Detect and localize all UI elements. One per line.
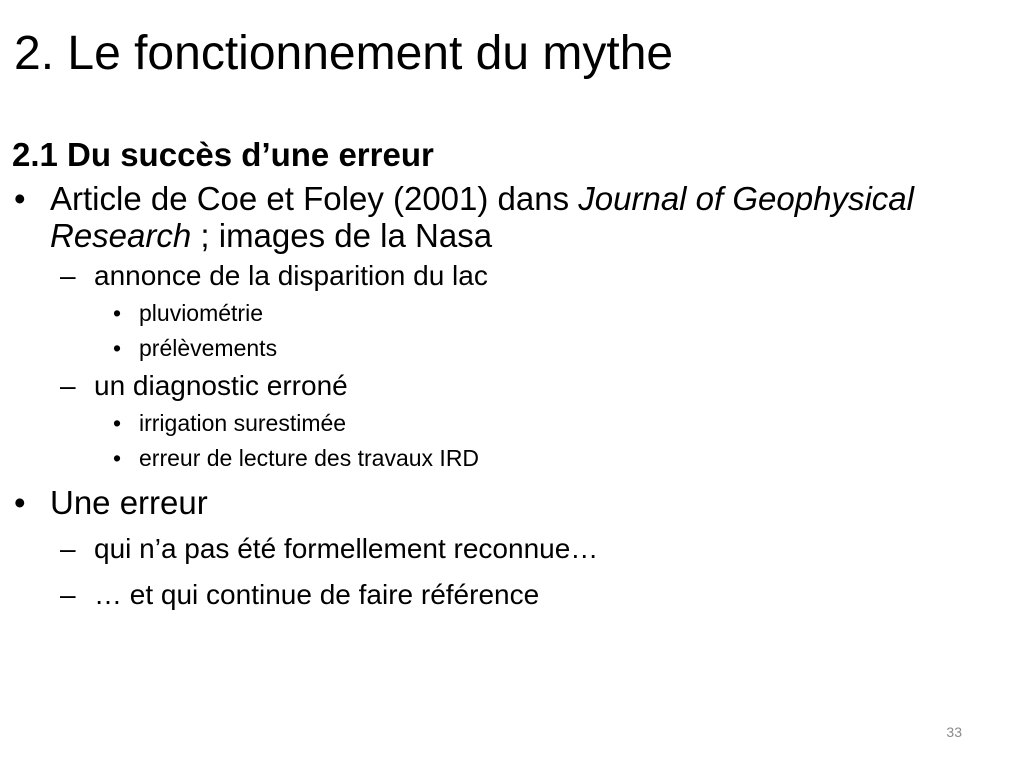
sub-bullet-item — [12, 577, 1002, 613]
sub-bullet-text: annonce de la disparition du lac — [94, 260, 488, 291]
sub-sub-bullet-text: pluviométrie — [139, 300, 263, 326]
bullet-text: Article de Coe et Foley (2001) dans — [50, 180, 579, 217]
sub-bullet-item — [12, 258, 1002, 294]
sub-bullet-item — [12, 531, 1002, 567]
sub-bullet-item — [12, 368, 1002, 404]
dash-icon: – — [60, 370, 76, 401]
sub-sub-bullet-item — [12, 408, 1002, 439]
dash-icon: – — [60, 579, 76, 610]
sub-sub-bullet-text: erreur de lecture des travaux IRD — [139, 445, 480, 471]
sub-bullet-text: qui n’a pas été formellement reconnue… — [94, 533, 599, 564]
bullet-text: Une erreur — [50, 484, 208, 521]
sub-bullet-text: un diagnostic erroné — [94, 370, 348, 401]
slide-content — [12, 134, 1002, 613]
bullet-icon: • — [113, 410, 122, 436]
bullet-item — [12, 484, 1002, 521]
bullet-icon: • — [14, 484, 26, 521]
bullet-icon: • — [113, 335, 122, 361]
slide-title: 2. Le fonctionnement du mythe — [14, 27, 674, 80]
sub-bullet-text: … et qui continue de faire référence — [94, 579, 540, 610]
bullet-icon: • — [113, 300, 122, 326]
bullet-icon: • — [113, 445, 122, 471]
sub-sub-bullet-text: irrigation surestimée — [139, 410, 347, 436]
bullet-item — [12, 180, 1002, 254]
bullet-text: ; images de la Nasa — [191, 217, 493, 254]
journal-title: Journal of Geophysical Research — [50, 180, 914, 254]
section-heading: 2.1 Du succès d’une erreur — [12, 136, 434, 173]
sub-sub-bullet-text: prélèvements — [139, 335, 278, 361]
sub-sub-bullet-item — [12, 298, 1002, 329]
dash-icon: – — [60, 260, 76, 291]
sub-sub-bullet-item — [12, 333, 1002, 364]
slide-number: 33 — [946, 724, 962, 740]
bullet-icon: • — [14, 180, 26, 217]
dash-icon: – — [60, 533, 76, 564]
sub-sub-bullet-item — [12, 443, 1002, 474]
